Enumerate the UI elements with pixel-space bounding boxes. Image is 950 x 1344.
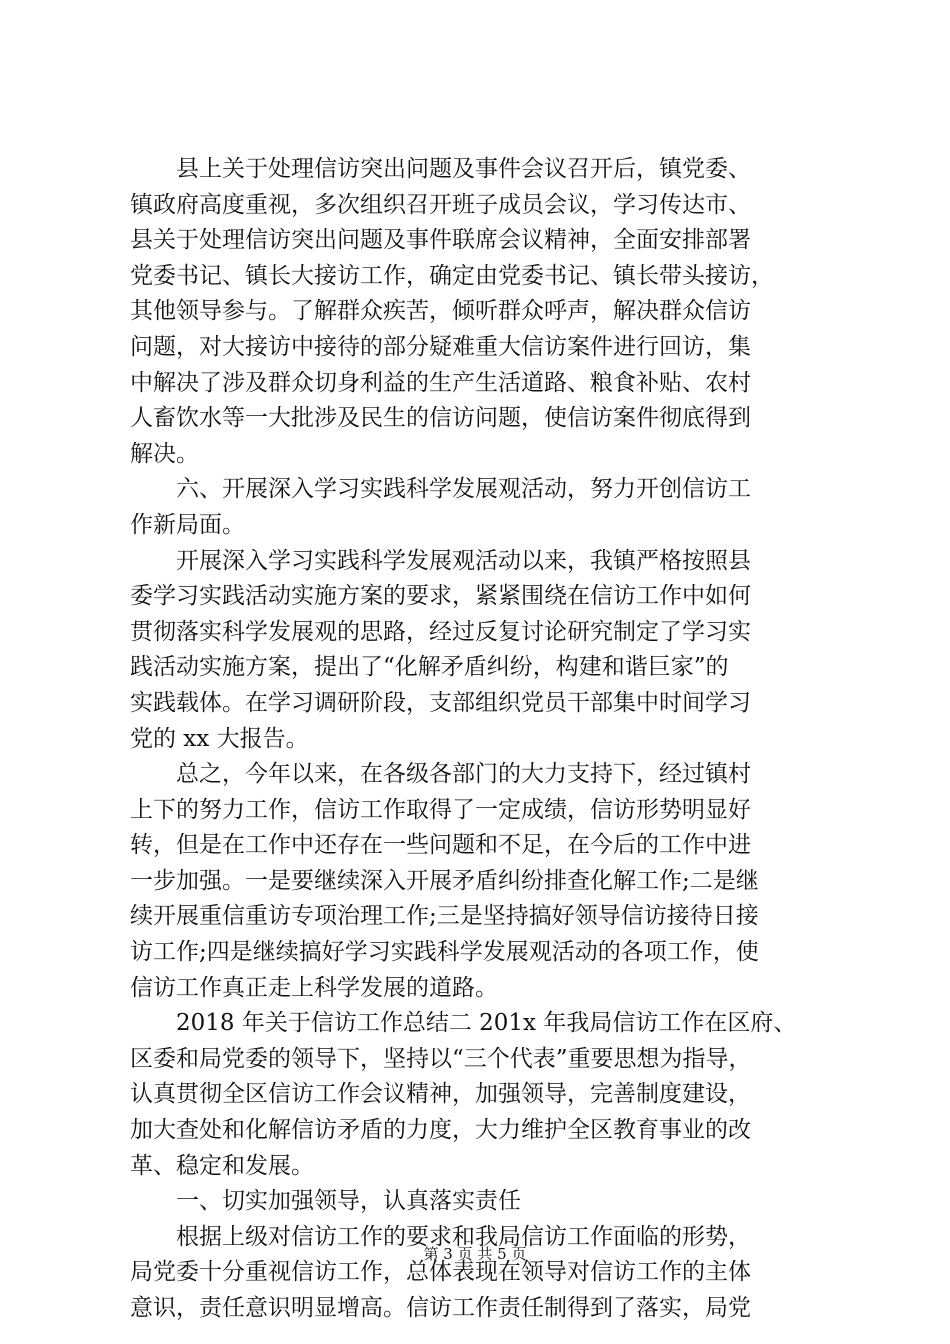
text-line: 镇政府高度重视，多次组织召开班子成员会议，学习传达市、: [130, 191, 751, 218]
text-line: 续开展重信重访专项治理工作;三是坚持搞好领导信访接待日接: [130, 903, 759, 930]
text-line: 践活动实施方案，提出了“化解矛盾纠纷，构建和谐巨家”的: [130, 654, 729, 681]
text-line: 中解决了涉及群众切身利益的生产生活道路、粮食补贴、农村: [130, 369, 751, 396]
text-line: 认真贯彻全区信访工作会议精神，加强领导，完善制度建设，: [130, 1081, 751, 1108]
section-heading: 一、切实加强领导，认真落实责任: [176, 1188, 521, 1215]
text-line: 一步加强。一是要继续深入开展矛盾纠纷排查化解工作;二是继: [130, 867, 759, 894]
text-line: 上下的努力工作，信访工作取得了一定成绩，信访形势明显好: [130, 796, 751, 823]
text-line: 党的 xx 大报告。: [130, 725, 309, 752]
document-body: [130, 152, 830, 1327]
text-line: 根据上级对信访工作的要求和我局信访工作面临的形势，: [176, 1223, 751, 1250]
text-line: 2018 年关于信访工作总结二 201x 年我局信访工作在区府、: [176, 1010, 797, 1037]
text-line: 信访工作真正走上科学发展的道路。: [130, 974, 498, 1001]
text-line: 开展深入学习实践科学发展观活动以来，我镇严格按照县: [176, 547, 751, 574]
text-line: 局党委十分重视信访工作，总体表现在领导对信访工作的主体: [130, 1259, 751, 1286]
text-line: 意识，责任意识明显增高。信访工作责任制得到了落实，局党: [130, 1295, 751, 1321]
text-line: 访工作;四是继续搞好学习实践科学发展观活动的各项工作，使: [130, 939, 759, 966]
text-line: 转，但是在工作中还存在一些问题和不足，在今后的工作中进: [130, 832, 751, 859]
text-line: 县关于处理信访突出问题及事件联席会议精神，全面安排部署: [130, 227, 751, 254]
page-footer: [0, 1243, 950, 1265]
text-line: 人畜饮水等一大批涉及民生的信访问题，使信访案件彻底得到: [130, 405, 751, 432]
text-line: 革、稳定和发展。: [130, 1152, 314, 1179]
text-line: 党委书记、镇长大接访工作，确定由党委书记、镇长带头接访，: [130, 262, 774, 289]
text-line: 总之，今年以来，在各级各部门的大力支持下，经过镇村: [176, 761, 751, 788]
text-line: 委学习实践活动实施方案的要求，紧紧围绕在信访工作中如何: [130, 583, 751, 610]
text-line: 问题，对大接访中接待的部分疑难重大信访案件进行回访，集: [130, 333, 751, 360]
section-heading: 六、开展深入学习实践科学发展观活动，努力开创信访工: [176, 476, 751, 503]
text-line: 解决。: [130, 440, 199, 467]
text-line: 区委和局党委的领导下，坚持以“三个代表”重要思想为指导，: [130, 1045, 752, 1072]
page-number: 第 3 页 共 5 页: [423, 1245, 527, 1263]
text-line: 贯彻落实科学发展观的思路，经过反复讨论研究制定了学习实: [130, 618, 751, 645]
text-line: 加大查处和化解信访矛盾的力度，大力维护全区教育事业的改: [130, 1117, 751, 1144]
text-line: 作新局面。: [130, 511, 245, 538]
text-line: 县上关于处理信访突出问题及事件会议召开后，镇党委、: [176, 156, 751, 182]
text-line: 其他领导参与。了解群众疾苦，倾听群众呼声，解决群众信访: [130, 298, 751, 325]
text-line: 实践载体。在学习调研阶段，支部组织党员干部集中时间学习: [130, 689, 751, 716]
